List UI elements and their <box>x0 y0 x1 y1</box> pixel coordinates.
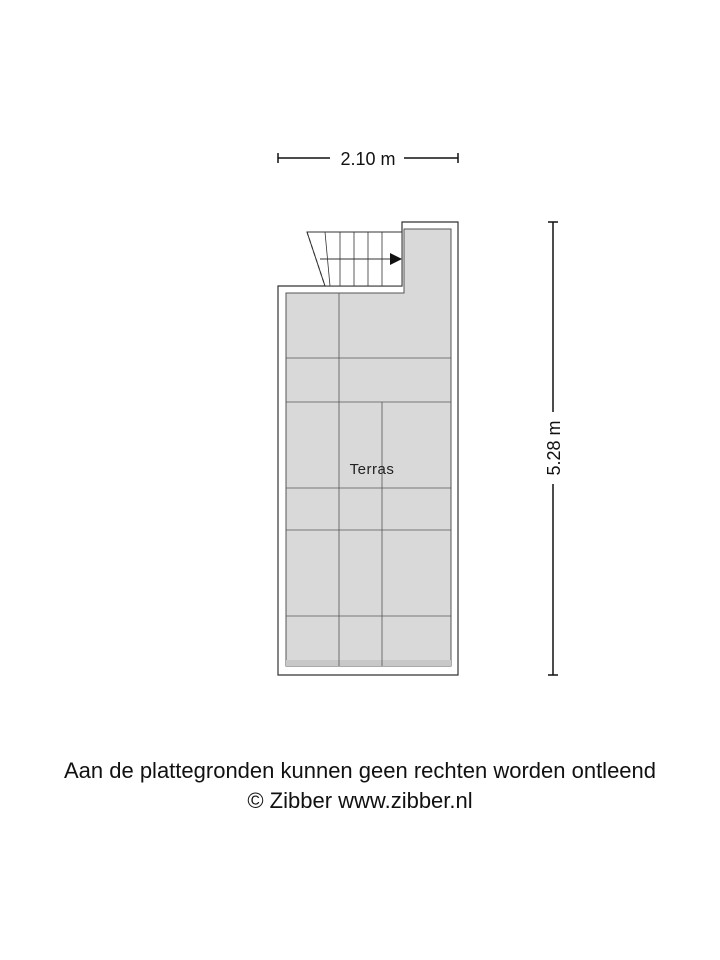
copyright-text: © Zibber www.zibber.nl <box>247 788 473 813</box>
disclaimer-text: Aan de plattegronden kunnen geen rechten worden ontleend <box>63 758 657 783</box>
room-label-terras: Terras <box>349 461 395 478</box>
staircase <box>307 232 402 286</box>
width-dimension <box>278 149 458 169</box>
terrace-floor <box>286 229 451 666</box>
height-dimension-label: 5.28 m <box>544 420 564 476</box>
width-dimension-label: 2.10 m <box>340 149 396 169</box>
height-dimension <box>544 222 564 675</box>
